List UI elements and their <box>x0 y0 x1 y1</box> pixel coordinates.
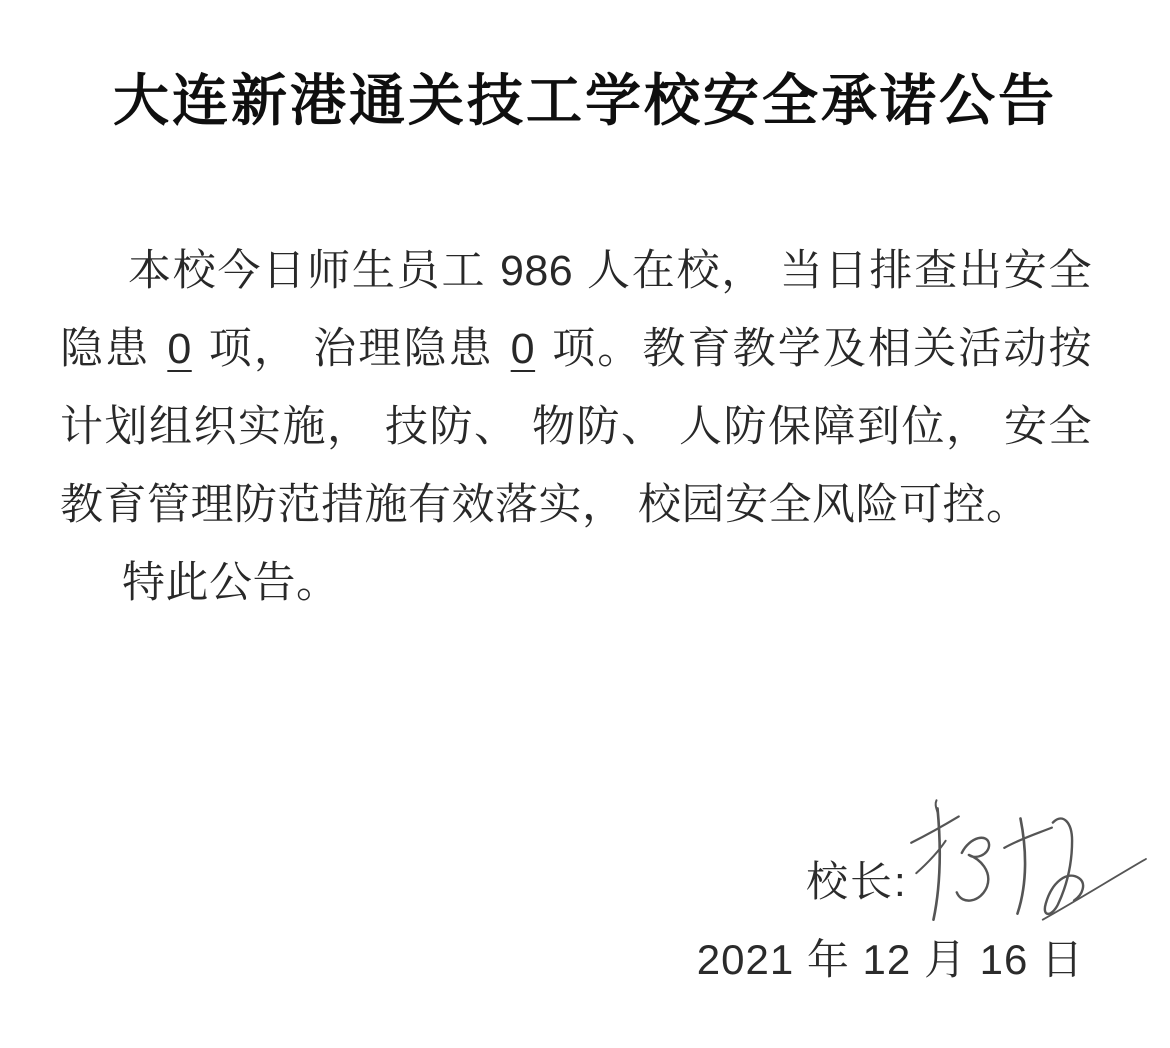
body-paragraph <box>60 232 1092 544</box>
resolved-hazards-count: 0 <box>510 325 536 373</box>
hidden-hazards-count: 0 <box>167 325 192 373</box>
closing-line: 特此公告。 <box>122 559 340 607</box>
principal-signature-icon <box>893 790 1151 932</box>
principal-label: 校长: <box>806 858 908 905</box>
body-segment-3: 项。教育教学及相关活动按计划组织实施， 技防、 物防、 人防保障到位， 安全教育管理防范措施有效落实， 校园安全风险可控。 <box>60 325 1092 529</box>
date-line: 2021 年 12 月 16 日 <box>696 936 1084 983</box>
body-segment-1: 本校今日师生员工 986 人在校， 当日排查出安全隐患 <box>60 247 1092 373</box>
document-title: 大连新港通关技工学校安全承诺公告 <box>113 69 1057 132</box>
body-segment-2: 项， 治理隐患 <box>194 325 508 373</box>
